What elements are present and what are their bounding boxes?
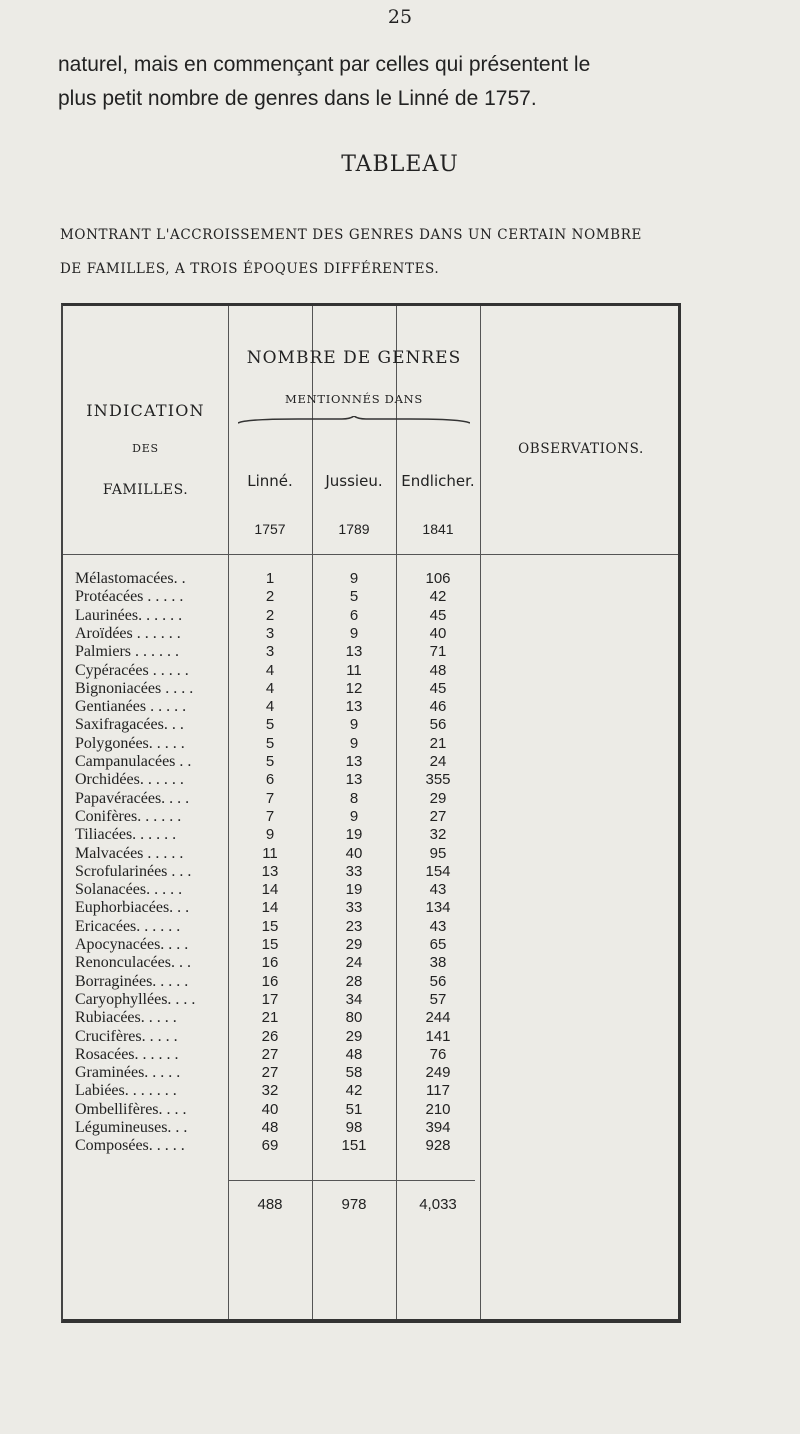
count-linne: 5 <box>265 734 275 752</box>
count-endlicher: 394 <box>425 1119 451 1136</box>
family-name: Saxifragacées. . . <box>75 716 184 734</box>
count-endlicher: 95 <box>429 844 447 862</box>
table-row <box>63 1119 678 1139</box>
count-jussieu: 151 <box>341 1137 367 1155</box>
family-name: Euphorbiacées. . . <box>75 899 190 917</box>
table-row <box>63 735 678 755</box>
count-jussieu: 34 <box>345 990 363 1008</box>
count-endlicher: 210 <box>425 1100 451 1118</box>
count-jussieu: 58 <box>345 1064 363 1082</box>
table-row <box>63 863 678 883</box>
family-name: Gentianées . . . . . <box>75 698 187 716</box>
count-endlicher: 56 <box>429 716 447 734</box>
count-jussieu: 23 <box>345 917 363 935</box>
count-jussieu: 29 <box>345 936 363 953</box>
count-jussieu: 33 <box>345 862 363 880</box>
count-jussieu: 13 <box>345 643 363 661</box>
total-endlicher: 4,033 <box>419 1196 457 1213</box>
family-name: Crucifères. . . . . <box>75 1027 178 1045</box>
count-endlicher: 43 <box>429 881 447 899</box>
table-row <box>63 625 678 645</box>
family-name: Ericacées. . . . . . <box>75 917 181 935</box>
count-jussieu: 48 <box>345 1045 363 1063</box>
count-jussieu: 40 <box>345 844 363 862</box>
family-name: Renonculacées. . . <box>75 954 191 972</box>
family-name: Labiées. . . . . . . <box>75 1082 177 1100</box>
count-endlicher: 134 <box>425 899 451 917</box>
count-endlicher: 106 <box>425 570 451 587</box>
header-observations: OBSERVATIONS. <box>518 441 644 457</box>
count-jussieu: 11 <box>346 661 362 679</box>
table-row <box>63 1101 678 1121</box>
family-name: Malvacées . . . . . <box>75 844 184 862</box>
family-name: Cypéracées . . . . . <box>75 661 189 679</box>
count-endlicher: 24 <box>429 753 447 770</box>
table-title: TABLEAU <box>341 152 459 177</box>
count-endlicher: 40 <box>429 624 447 642</box>
count-linne: 5 <box>265 753 275 770</box>
count-linne: 7 <box>265 789 275 807</box>
count-endlicher: 38 <box>429 954 447 972</box>
count-endlicher: 46 <box>429 698 447 716</box>
table-row <box>63 698 678 718</box>
header-year-endlicher: 1841 <box>422 521 454 537</box>
count-endlicher: 43 <box>429 917 447 935</box>
table-row <box>63 570 678 590</box>
count-endlicher: 244 <box>425 1009 451 1027</box>
count-linne: 13 <box>261 862 279 880</box>
subtitle-line-1: MONTRANT L'ACCROISSEMENT DES GENRES DANS UN CERTAIN NOMBRE <box>60 227 642 243</box>
table-row <box>63 716 678 736</box>
count-jussieu: 80 <box>345 1009 363 1027</box>
count-linne: 48 <box>261 1119 279 1136</box>
header-des: DES <box>132 442 159 455</box>
table-row <box>63 918 678 938</box>
family-name: Conifères. . . . . . <box>75 807 182 825</box>
table-row <box>63 845 678 865</box>
count-jussieu: 8 <box>349 789 359 807</box>
count-endlicher: 141 <box>425 1027 451 1045</box>
count-linne: 17 <box>261 990 279 1008</box>
count-jussieu: 12 <box>345 679 363 697</box>
table-row <box>63 973 678 993</box>
count-linne: 1 <box>265 570 275 587</box>
table-row <box>63 1137 678 1157</box>
count-linne: 40 <box>261 1100 279 1118</box>
table-row <box>63 643 678 663</box>
count-linne: 3 <box>265 643 275 661</box>
count-jussieu: 19 <box>345 881 363 899</box>
totals-rule <box>228 1180 475 1181</box>
family-name: Rubiacées. . . . . <box>75 1009 177 1027</box>
table-row <box>63 588 678 608</box>
count-endlicher: 29 <box>429 789 447 807</box>
header-year-jussieu: 1789 <box>338 521 370 537</box>
count-linne: 7 <box>265 807 275 825</box>
count-endlicher: 117 <box>426 1082 450 1100</box>
count-endlicher: 249 <box>425 1064 451 1082</box>
family-name: Solanacées. . . . . <box>75 881 183 899</box>
count-endlicher: 45 <box>429 606 447 624</box>
count-endlicher: 56 <box>429 972 447 990</box>
family-name: Laurinées. . . . . . <box>75 606 183 624</box>
family-name: Composées. . . . . <box>75 1137 185 1155</box>
count-linne: 27 <box>261 1064 279 1082</box>
family-name: Palmiers . . . . . . <box>75 643 179 661</box>
table-row <box>63 1064 678 1084</box>
family-name: Mélastomacées. . <box>75 570 186 587</box>
family-name: Papavéracées. . . . <box>75 789 190 807</box>
family-name: Apocynacées. . . . <box>75 936 189 953</box>
family-name: Borraginées. . . . . <box>75 972 189 990</box>
count-jussieu: 24 <box>345 954 363 972</box>
header-brace <box>238 416 470 424</box>
header-rule <box>63 554 678 555</box>
count-jussieu: 9 <box>349 716 359 734</box>
count-linne: 5 <box>265 716 275 734</box>
subtitle-line-2: DE FAMILLES, A TROIS ÉPOQUES DIFFÉRENTES. <box>60 261 440 277</box>
count-endlicher: 27 <box>429 807 447 825</box>
header-col-jussieu: Jussieu. <box>325 472 383 490</box>
count-jussieu: 6 <box>349 606 359 624</box>
family-name: Protéacées . . . . . <box>75 588 184 606</box>
count-jussieu: 13 <box>345 771 363 789</box>
table-row <box>63 1046 678 1066</box>
count-jussieu: 9 <box>349 734 359 752</box>
family-name: Bignoniacées . . . . <box>75 679 194 697</box>
intro-line-1: naturel, mais en commençant par celles qui présentent le <box>58 53 591 76</box>
count-endlicher: 928 <box>425 1137 451 1155</box>
table-row <box>63 954 678 974</box>
family-name: Tiliacées. . . . . . <box>75 826 177 844</box>
count-linne: 16 <box>261 972 279 990</box>
family-name: Caryophyllées. . . . <box>75 990 196 1008</box>
count-jussieu: 42 <box>345 1082 363 1100</box>
count-jussieu: 51 <box>345 1100 363 1118</box>
count-linne: 4 <box>265 679 275 697</box>
count-linne: 4 <box>265 661 275 679</box>
count-linne: 26 <box>261 1027 279 1045</box>
intro-paragraph <box>58 48 758 116</box>
count-linne: 2 <box>265 588 275 606</box>
family-name: Orchidées. . . . . . <box>75 771 184 789</box>
count-linne: 32 <box>261 1082 279 1100</box>
table-row <box>63 662 678 682</box>
count-linne: 4 <box>265 698 275 716</box>
count-jussieu: 9 <box>349 807 359 825</box>
count-jussieu: 98 <box>345 1119 363 1136</box>
table-row <box>63 771 678 791</box>
count-jussieu: 29 <box>345 1027 363 1045</box>
intro-line-2: plus petit nombre de genres dans le Linné de 1757. <box>58 87 537 110</box>
count-linne: 69 <box>261 1137 279 1155</box>
table-row <box>63 991 678 1011</box>
count-endlicher: 32 <box>429 826 447 844</box>
count-jussieu: 5 <box>349 588 359 606</box>
count-linne: 14 <box>261 899 279 917</box>
table-row <box>63 1028 678 1048</box>
count-endlicher: 65 <box>429 936 447 953</box>
family-name: Ombellifères. . . . <box>75 1100 187 1118</box>
table-row <box>63 1082 678 1102</box>
family-name: Scrofularinées . . . <box>75 862 192 880</box>
table-row <box>63 753 678 773</box>
count-jussieu: 19 <box>345 826 363 844</box>
genera-table <box>61 303 681 1323</box>
count-endlicher: 42 <box>429 588 447 606</box>
total-linne: 488 <box>257 1196 283 1213</box>
header-year-linne: 1757 <box>254 521 286 537</box>
table-row <box>63 936 678 956</box>
table-row <box>63 607 678 627</box>
table-row <box>63 680 678 700</box>
count-jussieu: 9 <box>349 570 359 587</box>
count-jussieu: 13 <box>345 753 363 770</box>
total-jussieu: 978 <box>341 1196 367 1213</box>
family-name: Rosacées. . . . . . <box>75 1045 179 1063</box>
table-row <box>63 826 678 846</box>
count-linne: 16 <box>261 954 279 972</box>
header-indication: INDICATION <box>86 401 205 420</box>
family-name: Polygonées. . . . . <box>75 734 185 752</box>
header-col-linne: Linné. <box>247 472 293 490</box>
family-name: Graminées. . . . . <box>75 1064 181 1082</box>
count-linne: 6 <box>265 771 275 789</box>
count-jussieu: 9 <box>349 624 359 642</box>
count-endlicher: 76 <box>429 1045 447 1063</box>
header-familles: FAMILLES. <box>102 482 189 498</box>
count-linne: 14 <box>261 881 279 899</box>
table-row <box>63 1009 678 1029</box>
count-linne: 15 <box>261 917 279 935</box>
table-subtitle <box>60 218 760 286</box>
count-linne: 15 <box>261 936 279 953</box>
count-endlicher: 48 <box>429 661 447 679</box>
table-row <box>63 790 678 810</box>
family-name: Aroïdées . . . . . . <box>75 624 181 642</box>
count-linne: 3 <box>265 624 275 642</box>
page-number: 25 <box>387 6 413 28</box>
family-name: Campanulacées . . <box>75 753 192 770</box>
table-row <box>63 808 678 828</box>
count-endlicher: 21 <box>429 734 447 752</box>
count-linne: 2 <box>265 606 275 624</box>
count-endlicher: 45 <box>429 679 447 697</box>
count-linne: 11 <box>262 844 278 862</box>
count-jussieu: 28 <box>345 972 363 990</box>
count-endlicher: 71 <box>429 643 447 661</box>
header-nombre-de-genres: NOMBRE DE GENRES <box>246 348 462 368</box>
table-row <box>63 881 678 901</box>
count-linne: 9 <box>265 826 275 844</box>
count-endlicher: 154 <box>425 862 451 880</box>
count-jussieu: 13 <box>345 698 363 716</box>
count-jussieu: 33 <box>345 899 363 917</box>
table-row <box>63 899 678 919</box>
header-col-endlicher: Endlicher. <box>401 472 475 490</box>
count-linne: 27 <box>261 1045 279 1063</box>
count-endlicher: 57 <box>429 990 447 1008</box>
header-mentionnes-dans: MENTIONNÉS DANS <box>285 392 423 406</box>
family-name: Légumineuses. . . <box>75 1119 188 1136</box>
count-endlicher: 355 <box>425 771 451 789</box>
count-linne: 21 <box>261 1009 279 1027</box>
